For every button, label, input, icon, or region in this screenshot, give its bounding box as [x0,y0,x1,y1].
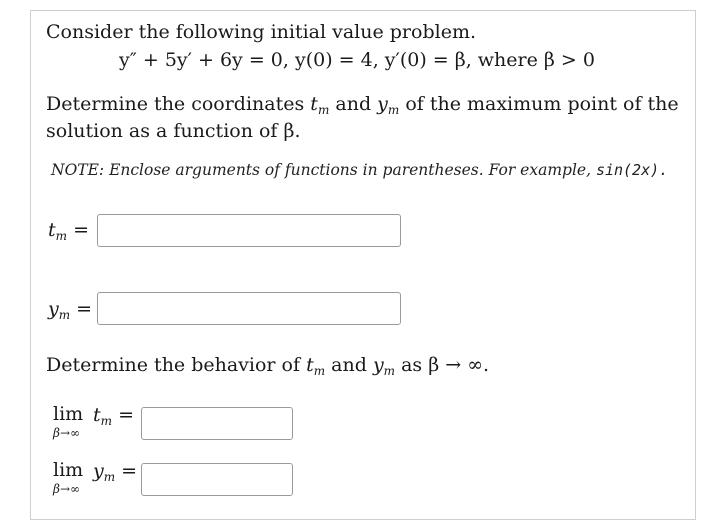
m-subscript: m [313,364,326,378]
intro-text: Consider the following initial value problem. [46,21,476,43]
task2-line [46,352,489,385]
lim-tm-expr [93,404,134,428]
t-symbol: t [306,354,314,376]
question-card [30,10,696,520]
equals-sign: = [76,298,93,320]
lim-word: lim [53,459,84,481]
lim-tm-input[interactable] [141,407,293,440]
task2-and: and [331,354,367,376]
y-symbol: y [377,93,388,115]
ym-input[interactable] [97,292,401,325]
note-prefix: NOTE: Enclose arguments of functions in parentheses. For example, [51,161,591,179]
ivp-equation: y″ + 5y′ + 6y = 0, y(0) = 4, y′(0) = β, where β > 0 [119,49,595,71]
m-subscript: m [58,308,71,322]
equals-sign: = [121,460,138,482]
task2-suffix: as β → ∞. [401,354,490,376]
t-symbol: t [310,93,318,115]
equals-sign: = [73,219,89,241]
task1-and: and [335,93,372,115]
m-subscript: m [317,103,330,117]
note-example: sin(2x). [595,161,669,179]
m-subscript: m [383,364,396,378]
ym-label [48,298,92,322]
lim-ym-input[interactable] [141,463,293,496]
equals-sign: = [118,404,134,426]
lim-tm-operator [53,404,83,440]
lim-word: lim [53,403,84,425]
y-symbol: y [372,354,384,376]
task1-line2: solution as a function of β. [46,120,301,142]
lim-subscript: β→∞ [53,426,80,440]
m-subscript: m [103,470,116,484]
tm-input[interactable] [97,214,401,247]
m-subscript: m [100,414,113,428]
y-symbol: y [48,298,59,320]
t-symbol: t [93,404,101,426]
lim-ym-expr [93,460,137,484]
task1-suffix: of the maximum point of the [405,93,679,115]
m-subscript: m [387,103,400,117]
y-symbol: y [93,460,104,482]
lim-subscript: β→∞ [53,482,80,496]
tm-label [48,219,89,243]
task2-prefix: Determine the behavior of [46,354,301,376]
task1-prefix: Determine the coordinates [46,93,305,115]
note-text [51,161,668,179]
lim-ym-operator [53,460,83,496]
t-symbol: t [48,219,56,241]
m-subscript: m [55,229,68,243]
